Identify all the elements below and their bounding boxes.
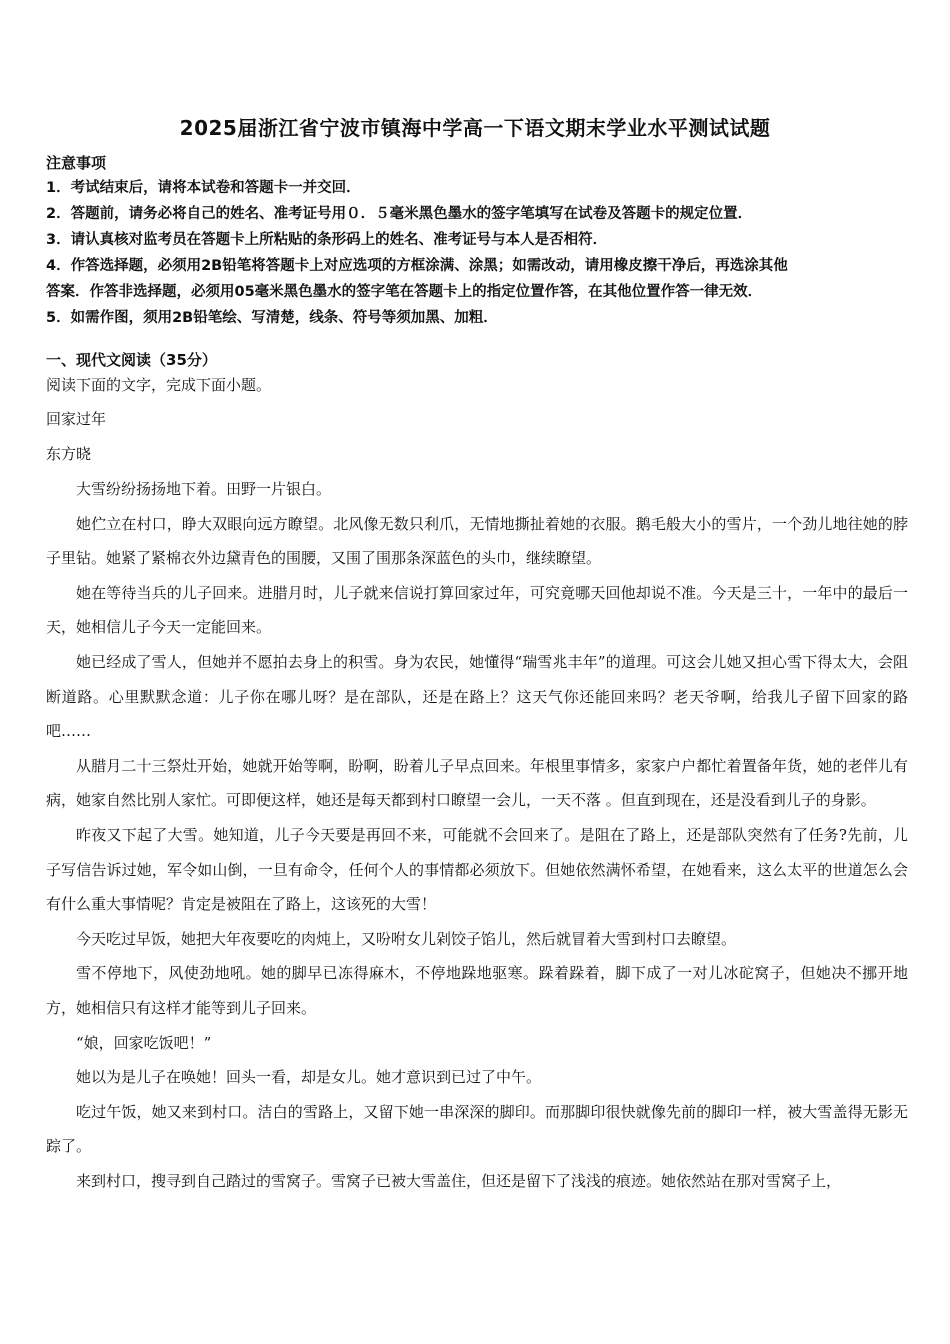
essay-paragraph: 她以为是儿子在唤她！回头一看，却是女儿。她才意识到已过了中午。 [76, 1068, 542, 1087]
essay-paragraph: 来到村口，搜寻到自己踏过的雪窝子。雪窝子已被大雪盖住，但还是留下了浅浅的痕迹。她依然站在那对雪窝子上， [76, 1171, 842, 1190]
essay-paragraph: “娘，回家吃饭吧！” [76, 1033, 212, 1052]
notice-line: 1．考试结束后，请将本试卷和答题卡一并交回． [46, 180, 361, 196]
notice-line: 答案．作答非选择题，必须用05毫米黑色墨水的签字笔在答题卡上的指定位置作答，在其他位置作答一律无效． [46, 284, 763, 300]
notice-line: 4．作答选择题，必须用2B铅笔将答题卡上对应选项的方框涂满、涂黑；如需改动，请用橡皮擦干净后，再选涂其他 [46, 258, 788, 274]
essay-paragraph: 她在等待当兵的儿子回来。进腊月时，儿子就来信说打算回家过年，可究竟哪天回他却说不准。今天是三十，一年中的最后一天，她相信儿子今天一定能回来。 [46, 583, 908, 637]
essay-paragraph: 大雪纷纷扬扬地下着。田野一片银白。 [76, 480, 332, 498]
essay-body [46, 472, 908, 1198]
essay-paragraph: 昨夜又下起了大雪。她知道，儿子今天要是再回不来，可能就不会回来了。是阻在了路上，还是部队突然有了任务?先前，儿子写信告诉过她，军令如山倒，一旦有命令，任何个人的事情都必须放下。但她依然满怀希望，在她看来，这么太平的世道怎么会有什么重大事情呢？肯定是被阻在了路上，这该死的大雪！ [46, 825, 908, 914]
notice-line: 3．请认真核对监考员在答题卡上所粘贴的条形码上的姓名、准考证号与本人是否相符． [46, 232, 608, 248]
essay-paragraph: 她已经成了雪人，但她并不愿拍去身上的积雪。身为农民，她懂得“瑞雪兆丰年”的道理。可这会儿她又担心雪下得太大，会阻断道路。心里默默念道：儿子你在哪儿呀？是在部队，还是在路上？这天气你还能回来吗？老天爷啊，给我儿子留下回家的路吧…… [46, 652, 908, 741]
notice-line: 5．如需作图，须用2B铅笔绘、写清楚，线条、符号等须加黑、加粗． [46, 310, 498, 326]
notice-list [46, 175, 906, 331]
notice-heading: 注意事项 [46, 154, 107, 172]
essay-title: 回家过年 [46, 410, 107, 428]
section-heading: 一、现代文阅读（35分） [46, 351, 217, 369]
essay-paragraph: 从腊月二十三祭灶开始，她就开始等啊，盼啊，盼着儿子早点回来。年根里事情多，家家户户都忙着置备年货，她的老伴儿有病，她家自然比别人家忙。可即便这样，她还是每天都到村口瞭望一会儿，一天不落 。但直到现在，还是没看到儿子的身影。 [46, 756, 908, 810]
section-intro: 阅读下面的文字，完成下面小题。 [46, 376, 272, 394]
essay-author: 东方晓 [46, 445, 92, 463]
essay-paragraph: 今天吃过早饭，她把大年夜要吃的肉炖上，又吩咐女儿剁饺子馅儿，然后就冒着大雪到村口去瞭望。 [76, 929, 737, 948]
exam-title: 2025届浙江省宁波市镇海中学高一下语文期末学业水平测试试题 [179, 116, 771, 140]
essay-paragraph: 吃过午饭，她又来到村口。洁白的雪路上，又留下她一串深深的脚印。而那脚印很快就像先前的脚印一样，被大雪盖得无影无踪了。 [46, 1102, 908, 1156]
notice-line: 2．答题前，请务必将自己的姓名、准考证号用０．５毫米黑色墨水的签字笔填写在试卷及答题卡的规定位置． [46, 206, 753, 222]
essay-paragraph: 她伫立在村口，睁大双眼向远方瞭望。北风像无数只利爪，无情地撕扯着她的衣服。鹅毛般大小的雪片，一个劲儿地往她的脖子里钻。她紧了紧棉衣外边黛青色的围腰，又围了围那条深蓝色的头巾，继续瞭望。 [46, 514, 908, 568]
essay-paragraph: 雪不停地下，风使劲地吼。她的脚早已冻得麻木，不停地跺地驱寒。跺着跺着，脚下成了一对儿冰砣窝子，但她决不挪开地方，她相信只有这样才能等到儿子回来。 [46, 964, 908, 1017]
